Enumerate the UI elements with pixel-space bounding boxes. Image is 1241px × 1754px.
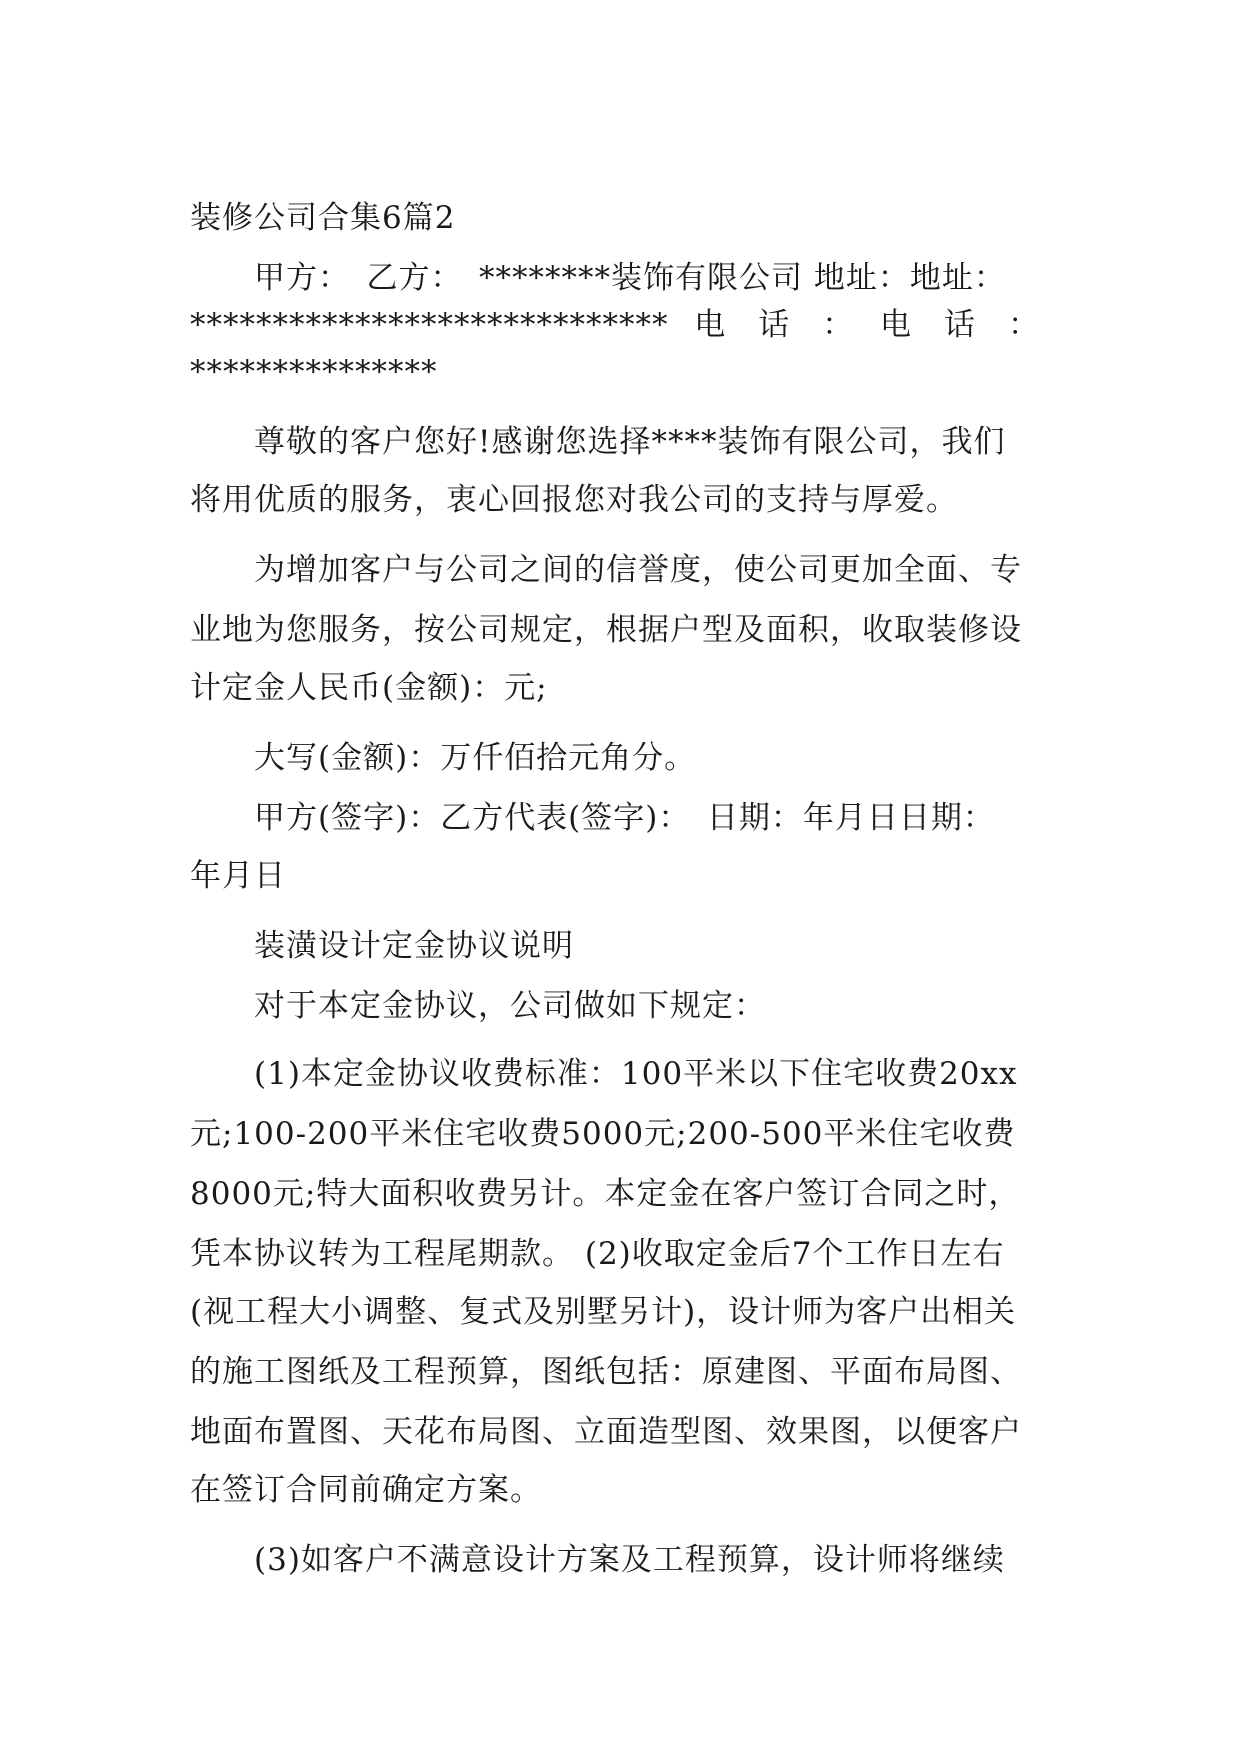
- address-value: *****************************: [190, 307, 669, 343]
- rule-line: 8000元;特大面积收费另计。本定金在客户签订合同之时，: [190, 1176, 1021, 1212]
- rule-line: (1)本定金协议收费标准：100平米以下住宅收费20xx: [190, 1056, 1018, 1092]
- greeting-line-1: 尊敬的客户您好!感谢您选择****装饰有限公司，我们: [190, 424, 1006, 460]
- phone-label-a: 电 话 ：: [694, 307, 855, 343]
- signature-line: 甲方(签字)：乙方代表(签字)： 日期：年月日日期：: [190, 800, 995, 836]
- rule-line: 的施工图纸及工程预算，图纸包括：原建图、平面布局图、: [190, 1354, 1022, 1390]
- amount-line: 大写(金额)：万仟佰拾元角分。: [190, 740, 697, 776]
- rule-line: 凭本协议转为工程尾期款。 (2)收取定金后7个工作日左右: [190, 1236, 1005, 1272]
- rule-line: 地面布置图、天花布局图、立面造型图、效果图，以便客户: [190, 1414, 1022, 1450]
- paragraph-line: 计定金人民币(金额)：元;: [190, 670, 548, 706]
- phone-value: ***************: [190, 354, 438, 390]
- section-heading: 装潢设计定金协议说明: [190, 928, 574, 964]
- rule-line: 元;100-200平米住宅收费5000元;200-500平米住宅收费: [190, 1116, 1016, 1152]
- paragraph-line: 业地为您服务，按公司规定，根据户型及面积，收取装修设: [190, 612, 1022, 648]
- address-phone-line: [190, 305, 1040, 345]
- signature-line: 年月日: [190, 858, 286, 894]
- rules-intro: 对于本定金协议，公司做如下规定：: [190, 988, 766, 1024]
- rule-line: (视工程大小调整、复式及别墅另计)，设计师为客户出相关: [190, 1294, 1017, 1330]
- party-line: 甲方： 乙方： ********装饰有限公司 地址：地址：: [190, 260, 1006, 296]
- greeting-line-2: 将用优质的服务，衷心回报您对我公司的支持与厚爱。: [190, 482, 958, 518]
- paragraph-line: 为增加客户与公司之间的信誉度，使公司更加全面、专: [190, 552, 1022, 588]
- rule-line: 在签订合同前确定方案。: [190, 1472, 542, 1508]
- rule-line: (3)如客户不满意设计方案及工程预算，设计师将继续: [190, 1542, 1005, 1578]
- document-title: 装修公司合集6篇2: [190, 200, 456, 236]
- phone-label-b: 电 话 ：: [880, 307, 1040, 343]
